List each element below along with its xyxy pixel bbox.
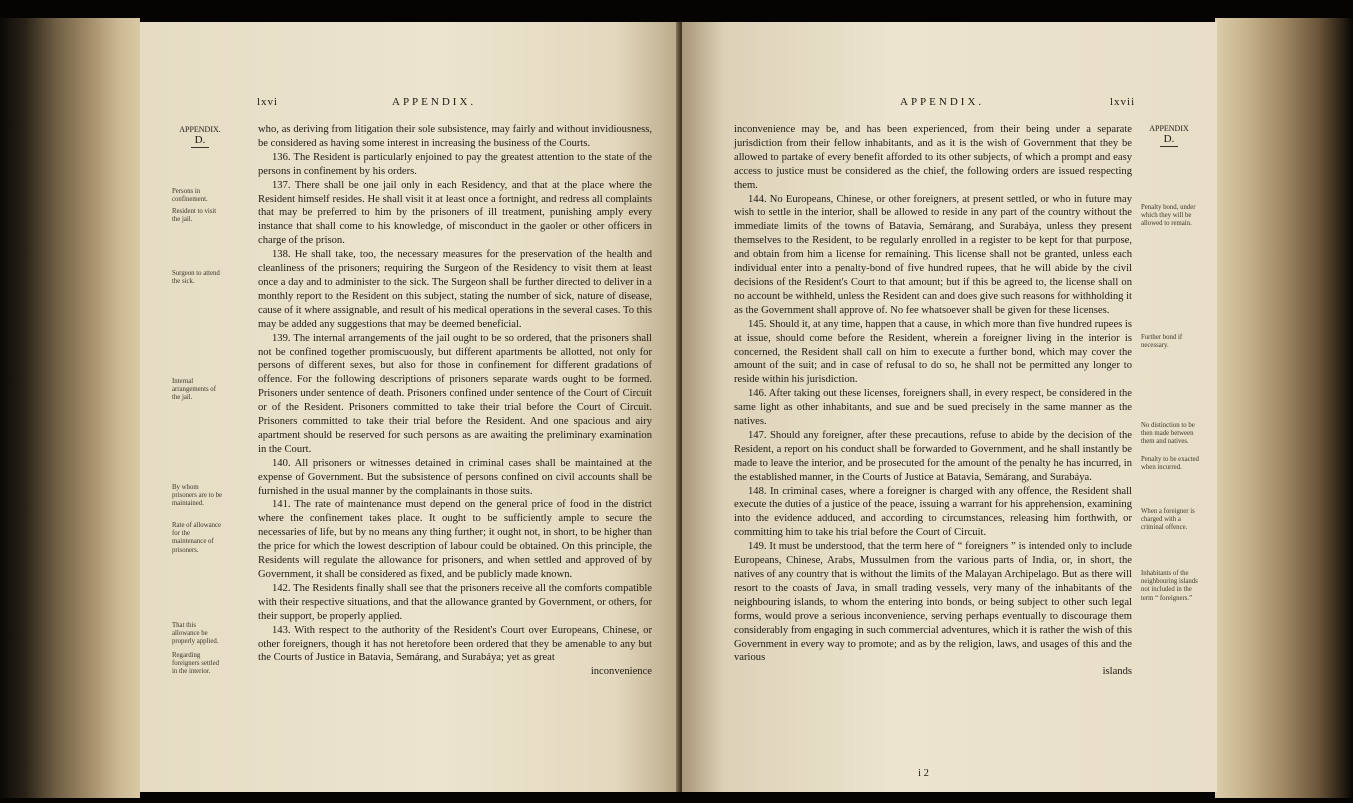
side-note: Resident to visit the jail. [172, 208, 217, 224]
paragraph: 146. After taking out these licenses, foreigners shall, in every respect, be considered in the same light as other inhabitants, and sue and be sued precisely in the same manner as the natives. [734, 388, 1132, 428]
paragraph: 143. With respect to the authority of the Resident's Court over Europeans, Chinese, or other foreigners, though it has not heretofore been ordered that they be amenable to any but the Courts of Justice in Batavia, Semárang, and Surabáya; yet as great [258, 624, 652, 664]
left-page-edges [0, 18, 140, 798]
appendix-label: APPENDIX [1149, 124, 1189, 133]
appendix-letter: D. [194, 134, 206, 146]
side-note: Further bond if necessary. [1141, 334, 1183, 350]
side-note: No distinction to be then made between them and natives. [1141, 422, 1195, 446]
right-body-text [734, 123, 1132, 679]
catchword: inconvenience [590, 666, 652, 678]
paragraph: 144. No Europeans, Chinese, or other foreigners, at present settled, or who in future may wish to settle in the interior, shall be allowed to reside in any part of the country without the immediate limits of the towns of Batavia, Semárang, and Surabáya, unless they present themselves to the Resident, to be regularly enrolled in a register to be kept for that purpose, and obtain from him a license for remaining. This license shall not be granted, unless each individual enter into a penalty-bond of five hundred rupees, that he will abide by the civil decisions of the Resident's Court to that amount; but if this be agreed to, the license shall on no account be withheld, unless the Resident can and does give such reasons for withholding it as the Government shall approve of. No fee whatsoever shall be given for these licenses. [734, 193, 1132, 316]
left-side-notes [172, 120, 222, 760]
paragraph: 149. It must be understood, that the term here of “ foreigners ” is intended only to include Europeans, Chinese, Arabs, Mussulmen from the various parts of India, or, in short, the natives of any country that is without the limits of the Malayan Archipelago. But as there will resort to the coasts of Java, in small trading vessels, very many of the inhabitants of the neighbouring islands, to whom the entering into bonds, or being subject to other such legal forms, would prove a serious inconvenience, serving perhaps eventually to discourage them considerably from engaging in such commercial adventures, which it is rather the wish of this Government in every way to promote; and as by the religion, laws, and usages of this and the various [734, 541, 1132, 664]
signature-mark: i 2 [918, 768, 929, 779]
paragraph: 145. Should it, at any time, happen that a cause, in which more than five hundred rupees is at issue, should come before the Resident, wherein a foreigner living in the interior is concerned, the Resident shall call on him to execute a further bond, which may cover the amount of the suit; and in case of refusal to do so, he shall not be permitted any longer to reside within his jurisdiction. [734, 318, 1132, 386]
paragraph: 137. There shall be one jail only in each Residency, and that at the place where the Resident himself resides. He shall visit it at least once a fortnight, and redress all complaints that may be preferred to him by the prisoners of ill treatment, punishing amply every instance that shall come to his knowledge, of misconduct in the gaoler or other officers in charge of the prison. [258, 179, 652, 247]
appendix-label: APPENDIX. [179, 125, 221, 134]
side-note: Penalty bond, under which they will be allowed to remain. [1141, 204, 1196, 228]
paragraph: 138. He shall take, too, the necessary measures for the preservation of the health and cleanliness of the prisoners; requiring the Surgeon of the Residency to visit them at least once a day and to administer to the sick. The Surgeon shall be further directed to deliver in a monthly report to the Resident on this subject, stating the number of sick, nature of disease, cause of it where assignable, and result of his medical operations in the several cases. To this may be added any suggestions that may be deemed beneficial. [258, 249, 652, 330]
side-note: That this allowance be properly applied. [172, 622, 219, 646]
paragraph: 139. The internal arrangements of the jail ought to be so ordered, that the prisoners shall not be confined together promiscuously, but different apartments be allotted, not only for persons of different sexes, but also for those in confinement for different gradations of offence. For the following descriptions of prisoners separate wards ought to be formed. Prisoners under sentence of death. Prisoners confined under sentence of the Court of Circuit or of the Resident. Prisoners committed to take their trial before the Court of Circuit. Prisoners committed to take their trial before the Resident. And one spacious and airy apartment should be reserved for such persons as are awaiting the preliminary examination in the Court. [258, 332, 652, 455]
left-folio: lxvi [257, 96, 279, 108]
side-note: Persons in confinement. [172, 188, 208, 204]
side-note: Regarding foreigners settled in the interior. [172, 652, 219, 676]
right-page-edges [1215, 18, 1353, 798]
paragraph: who, as deriving from litigation their sole subsistence, may fairly and without invidiousness, be considered as having some interest in increasing the business of the Courts. [258, 124, 652, 149]
right-folio: lxvii [1110, 96, 1136, 108]
right-page [682, 22, 1217, 792]
paragraph: 136. The Resident is particularly enjoined to pay the greatest attention to the state of the persons in confinement by his orders. [258, 151, 652, 177]
right-running-head: APPENDIX. [900, 96, 985, 108]
paragraph: 142. The Residents finally shall see that the prisoners receive all the comforts compatible with their respective situations, and that the allowance granted by Government, or others, for their support, be properly applied. [258, 582, 652, 622]
catchword: islands [1102, 666, 1132, 678]
paragraph: 148. In criminal cases, where a foreigner is charged with any offence, the Resident shall execute the duties of a justice of the peace, issuing a warrant for his apprehension, examining into the evidence adduced, and according to circumstances, releasing him forthwith, or committing him to take his trial before the Court of Circuit. [734, 485, 1132, 539]
right-side-notes [1141, 120, 1199, 760]
left-running-head: APPENDIX. [392, 96, 477, 108]
paragraph: 141. The rate of maintenance must depend on the general price of food in the district where the confinement takes place. It ought to be sufficiently ample to secure the necessaries of life, but by no means any thing further; it ought not, in short, to be higher than the price for which the lowest description of labour could be obtained. On this principle, the Residents will regulate the allowance for prisoners, and when settled and approved of by Government, it shall be considered as fixed, and be publicly made known. [258, 499, 652, 580]
paragraph: inconvenience may be, and has been experienced, from their being under a separate jurisdiction from their fellow inhabitants, and as it is the wish of Government that they be allowed to partake of every benefit afforded to its other subjects, of which a prompt and easy access to justice must be considered as the chief, the following orders are issued respecting them. [734, 124, 1132, 191]
side-note: By whom prisoners are to be maintained. [172, 484, 223, 508]
paragraph: 147. Should any foreigner, after these precautions, refuse to abide by the decision of the Resident, a report on his conduct shall be forwarded to Government, and he shall instantly be made to leave the interior, and be prosecuted for the amount of the penalty he has incurred, in the established manner, in the Courts of Justice at Batavia, Semárang, and Surabáya. [734, 429, 1132, 483]
side-note: Rate of allowance for the maintenance of prisoners. [172, 522, 222, 554]
side-note: Surgeon to attend the sick. [172, 270, 220, 286]
left-body-text [258, 123, 652, 679]
left-page [140, 22, 680, 792]
side-note: Internal arrangements of the jail. [172, 378, 216, 402]
paragraph: 140. All prisoners or witnesses detained in criminal cases shall be maintained at the expense of Government. But the subsistence of persons confined on civil accounts shall be furnished in the usual manner by the complainants in those suits. [258, 457, 652, 497]
side-note: Inhabitants of the neighbouring islands not included in the term “ foreigners.” [1141, 570, 1198, 602]
side-note: Penalty to be exacted when incurred. [1141, 456, 1199, 472]
side-note: When a foreigner is charged with a criminal offence. [1141, 508, 1195, 532]
appendix-letter: D. [1163, 133, 1175, 145]
